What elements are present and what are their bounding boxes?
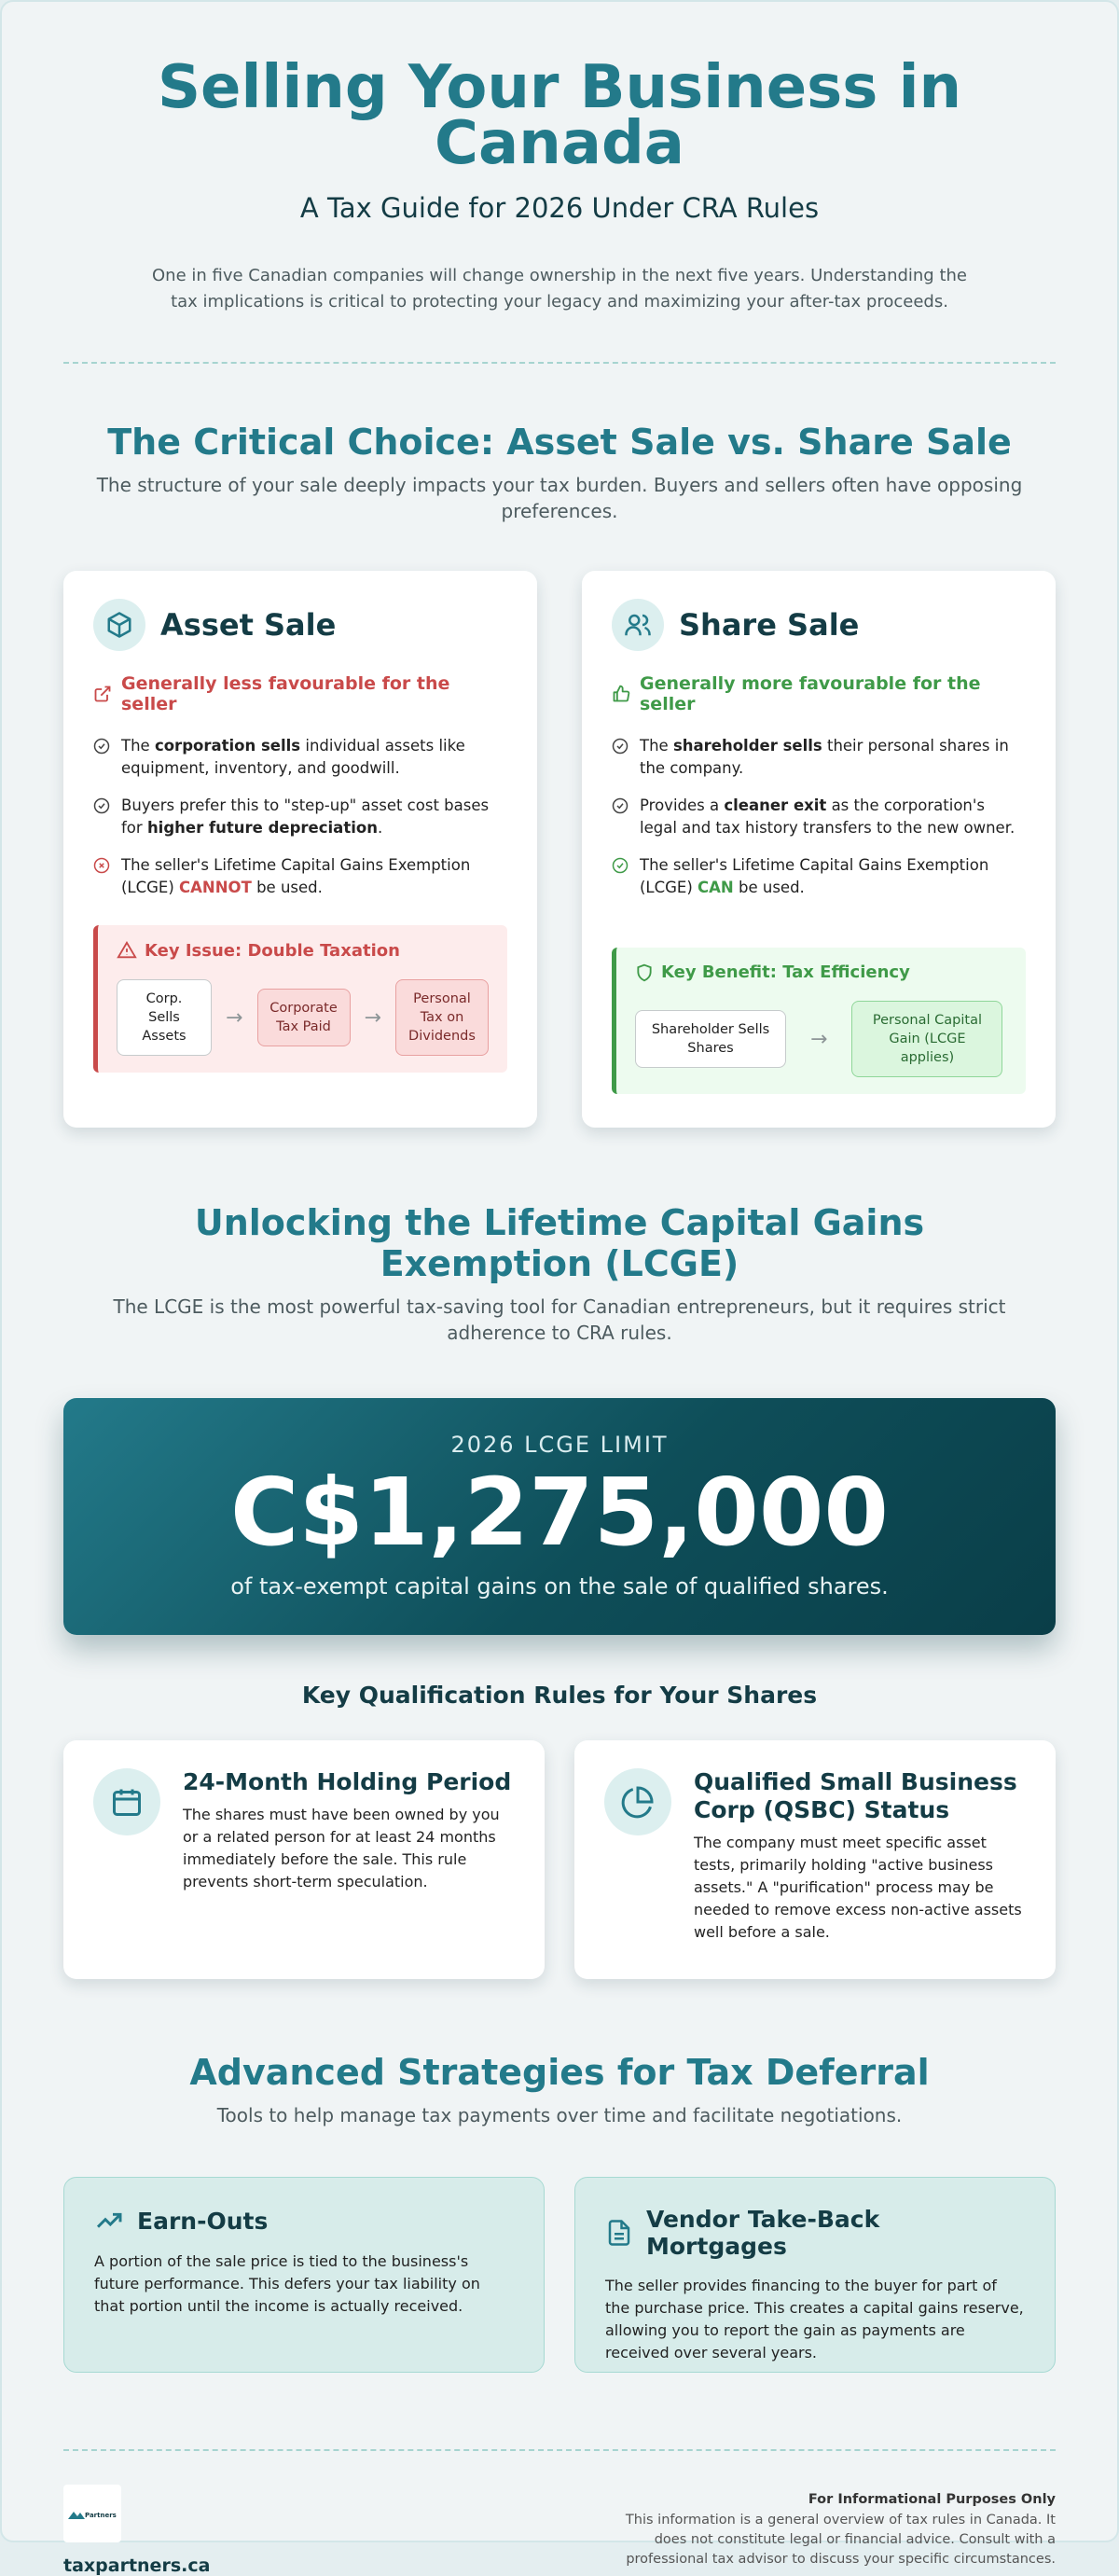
share-sale-card bbox=[582, 571, 1056, 1128]
arrow-right-icon: → bbox=[226, 1005, 243, 1030]
lcge-limit-banner bbox=[63, 1398, 1056, 1635]
flow-step: Corporate Tax Paid bbox=[257, 989, 351, 1046]
share-sale-verdict bbox=[612, 673, 1026, 714]
list-item bbox=[93, 854, 507, 899]
calendar-icon bbox=[93, 1768, 160, 1835]
strategies-section bbox=[63, 2052, 1056, 2373]
disclaimer-text: This information is a general overview of tax rules in Canada. It does not constitute legal or financial advice. Consult with a professional tax advisor to discuss your specific circumstances. bbox=[625, 2513, 1056, 2567]
choice-section bbox=[63, 422, 1056, 1128]
lcge-title: Unlocking the Lifetime Capital Gains Exemption (LCGE) bbox=[194, 1202, 925, 1284]
list-item bbox=[612, 795, 1026, 839]
strategy-title: Vendor Take-Back Mortgages bbox=[646, 2206, 880, 2260]
asset-sale-verdict bbox=[93, 673, 507, 714]
comparison-cards bbox=[63, 571, 1056, 1128]
strategies-subtitle: Tools to help manage tax payments over time and facilitate negotiations. bbox=[216, 2104, 903, 2126]
strategy-text: A portion of the sale price is tied to the business's future performance. This defers your tax liability on that portion until the income is actually received. bbox=[94, 2252, 480, 2315]
choice-subtitle: The structure of your sale deeply impacts your tax burden. Buyers and sellers often have opposing preferences. bbox=[96, 474, 1023, 522]
flow-step: Shareholder Sells Shares bbox=[635, 1010, 786, 1068]
point-text: The seller's Lifetime Capital Gains Exemption (LCGE) bbox=[640, 856, 989, 896]
users-icon bbox=[612, 599, 664, 651]
rules-title: Key Qualification Rules for Your Shares bbox=[301, 1682, 818, 1709]
x-circle-icon bbox=[93, 857, 110, 874]
rule-title: Qualified Small Business Corp (QSBC) Status bbox=[694, 1768, 1017, 1823]
point-text: The seller's Lifetime Capital Gains Exemption (LCGE) bbox=[121, 856, 471, 896]
lcge-limit-label: 2026 LCGE LIMIT bbox=[450, 1432, 669, 1458]
hero-section bbox=[63, 2, 1056, 315]
list-item bbox=[612, 735, 1026, 780]
tax-efficiency-box bbox=[612, 948, 1026, 1094]
double-taxation-box bbox=[93, 925, 507, 1073]
strategy-card bbox=[63, 2177, 545, 2373]
list-item bbox=[612, 854, 1026, 899]
check-circle-icon bbox=[93, 738, 110, 755]
point-text: Buyers prefer this to "step-up" asset cost bases for bbox=[121, 796, 490, 837]
asset-sale-points bbox=[93, 735, 507, 899]
cube-icon bbox=[93, 599, 145, 651]
share-sale-points bbox=[612, 735, 1026, 899]
intro-text: One in five Canadian companies will change ownership in the next five years. Understanding the tax implications is critical to protecting your legacy and maximizing your after-tax proceeds. bbox=[152, 266, 967, 312]
flow-step: Personal Tax on Dividends bbox=[395, 979, 489, 1056]
logo-text: Partners bbox=[85, 2512, 117, 2519]
warning-icon bbox=[117, 940, 137, 961]
lcge-section bbox=[63, 1202, 1056, 1979]
strategy-text: The seller provides financing to the buyer for part of the purchase price. This creates a capital gains reserve, allowing you to report the gain as payments are received over several years. bbox=[605, 2277, 1024, 2361]
rule-text: The company must meet specific asset tests, primarily holding "active business assets." A "purification" process may be needed to remove excess non-active assets well before a sale. bbox=[694, 1834, 1022, 1941]
flow-step: Personal Capital Gain (LCGE applies) bbox=[851, 1001, 1002, 1077]
point-text: Provides a bbox=[640, 796, 725, 814]
strategy-cards bbox=[63, 2177, 1056, 2373]
point-bold: higher future depreciation bbox=[146, 819, 378, 837]
asset-sale-card bbox=[63, 571, 537, 1128]
page-subtitle: A Tax Guide for 2026 Under CRA Rules bbox=[299, 192, 820, 224]
point-text: The bbox=[121, 737, 155, 755]
arrow-right-icon: → bbox=[364, 1005, 381, 1030]
list-item bbox=[93, 795, 507, 839]
arrow-right-icon: → bbox=[810, 1027, 828, 1051]
issue-title-text: Key Issue: Double Taxation bbox=[145, 940, 400, 961]
share-sale-header bbox=[612, 599, 1026, 651]
point-bold: shareholder sells bbox=[672, 737, 822, 755]
trending-up-icon bbox=[94, 2206, 124, 2236]
list-item bbox=[93, 735, 507, 780]
rule-title: 24-Month Holding Period bbox=[183, 1768, 512, 1795]
thumbs-up-icon bbox=[612, 685, 630, 703]
shield-icon bbox=[635, 963, 654, 982]
pie-chart-icon bbox=[604, 1768, 671, 1835]
rule-card bbox=[574, 1740, 1056, 1979]
point-emphasis: CAN bbox=[698, 879, 734, 896]
strategies-title: Advanced Strategies for Tax Deferral bbox=[189, 2052, 930, 2093]
check-circle-icon bbox=[93, 797, 110, 814]
qualification-rules bbox=[63, 1740, 1056, 1979]
point-emphasis: CANNOT bbox=[179, 879, 252, 896]
point-bold: cleaner exit bbox=[724, 796, 827, 814]
double-taxation-flow bbox=[117, 979, 489, 1056]
divider bbox=[63, 2449, 1056, 2451]
point-text: be used. bbox=[251, 879, 323, 896]
lcge-subtitle: The LCGE is the most powerful tax-saving tool for Canadian entrepreneurs, but it requires strict adherence to CRA rules. bbox=[113, 1295, 1006, 1344]
point-text: be used. bbox=[733, 879, 805, 896]
benefit-title-text: Key Benefit: Tax Efficiency bbox=[661, 963, 910, 982]
page-title: Selling Your Business in Canada bbox=[157, 53, 962, 178]
divider bbox=[63, 362, 1056, 364]
disclaimer bbox=[589, 2492, 1056, 2576]
check-circle-icon bbox=[612, 797, 629, 814]
rule-text: The shares must have been owned by you or a related person for at least 24 months immediately before the sale. This rule prevents short-term speculation. bbox=[183, 1806, 500, 1890]
logo bbox=[63, 2485, 121, 2542]
tax-efficiency-flow bbox=[635, 1001, 1007, 1077]
choice-title: The Critical Choice: Asset Sale vs. Share Sale bbox=[107, 422, 1012, 463]
check-circle-icon bbox=[612, 857, 629, 874]
point-text: The bbox=[640, 737, 673, 755]
external-link-icon bbox=[93, 685, 112, 703]
flow-step: Corp. Sells Assets bbox=[117, 979, 212, 1056]
share-verdict-text: Generally more favourable for the seller bbox=[640, 673, 981, 714]
asset-verdict-text: Generally less favourable for the seller bbox=[121, 673, 450, 714]
issue-title bbox=[117, 940, 489, 961]
check-circle-icon bbox=[612, 738, 629, 755]
disclaimer-title: For Informational Purposes Only bbox=[808, 2492, 1056, 2507]
point-text: as the corporation's legal and tax history transfers to the new owner. bbox=[640, 796, 1015, 837]
point-text: their personal shares in the company. bbox=[640, 737, 1009, 777]
footer bbox=[63, 2485, 1056, 2576]
site-link[interactable]: taxpartners.ca bbox=[63, 2555, 211, 2576]
lcge-limit-amount: C$1,275,000 bbox=[229, 1458, 889, 1567]
asset-sale-header bbox=[93, 599, 507, 651]
point-text: . bbox=[377, 819, 383, 837]
document-icon bbox=[605, 2219, 633, 2247]
point-bold: corporation sells bbox=[154, 737, 301, 755]
share-sale-title: Share Sale bbox=[679, 607, 860, 643]
strategy-title: Earn-Outs bbox=[137, 2207, 269, 2235]
asset-sale-title: Asset Sale bbox=[160, 607, 337, 643]
rule-card bbox=[63, 1740, 545, 1979]
lcge-limit-description: of tax-exempt capital gains on the sale of qualified shares. bbox=[230, 1573, 889, 1600]
benefit-title bbox=[635, 963, 1007, 982]
point-text: individual assets like equipment, inventory, and goodwill. bbox=[121, 737, 465, 777]
strategy-card bbox=[574, 2177, 1056, 2373]
